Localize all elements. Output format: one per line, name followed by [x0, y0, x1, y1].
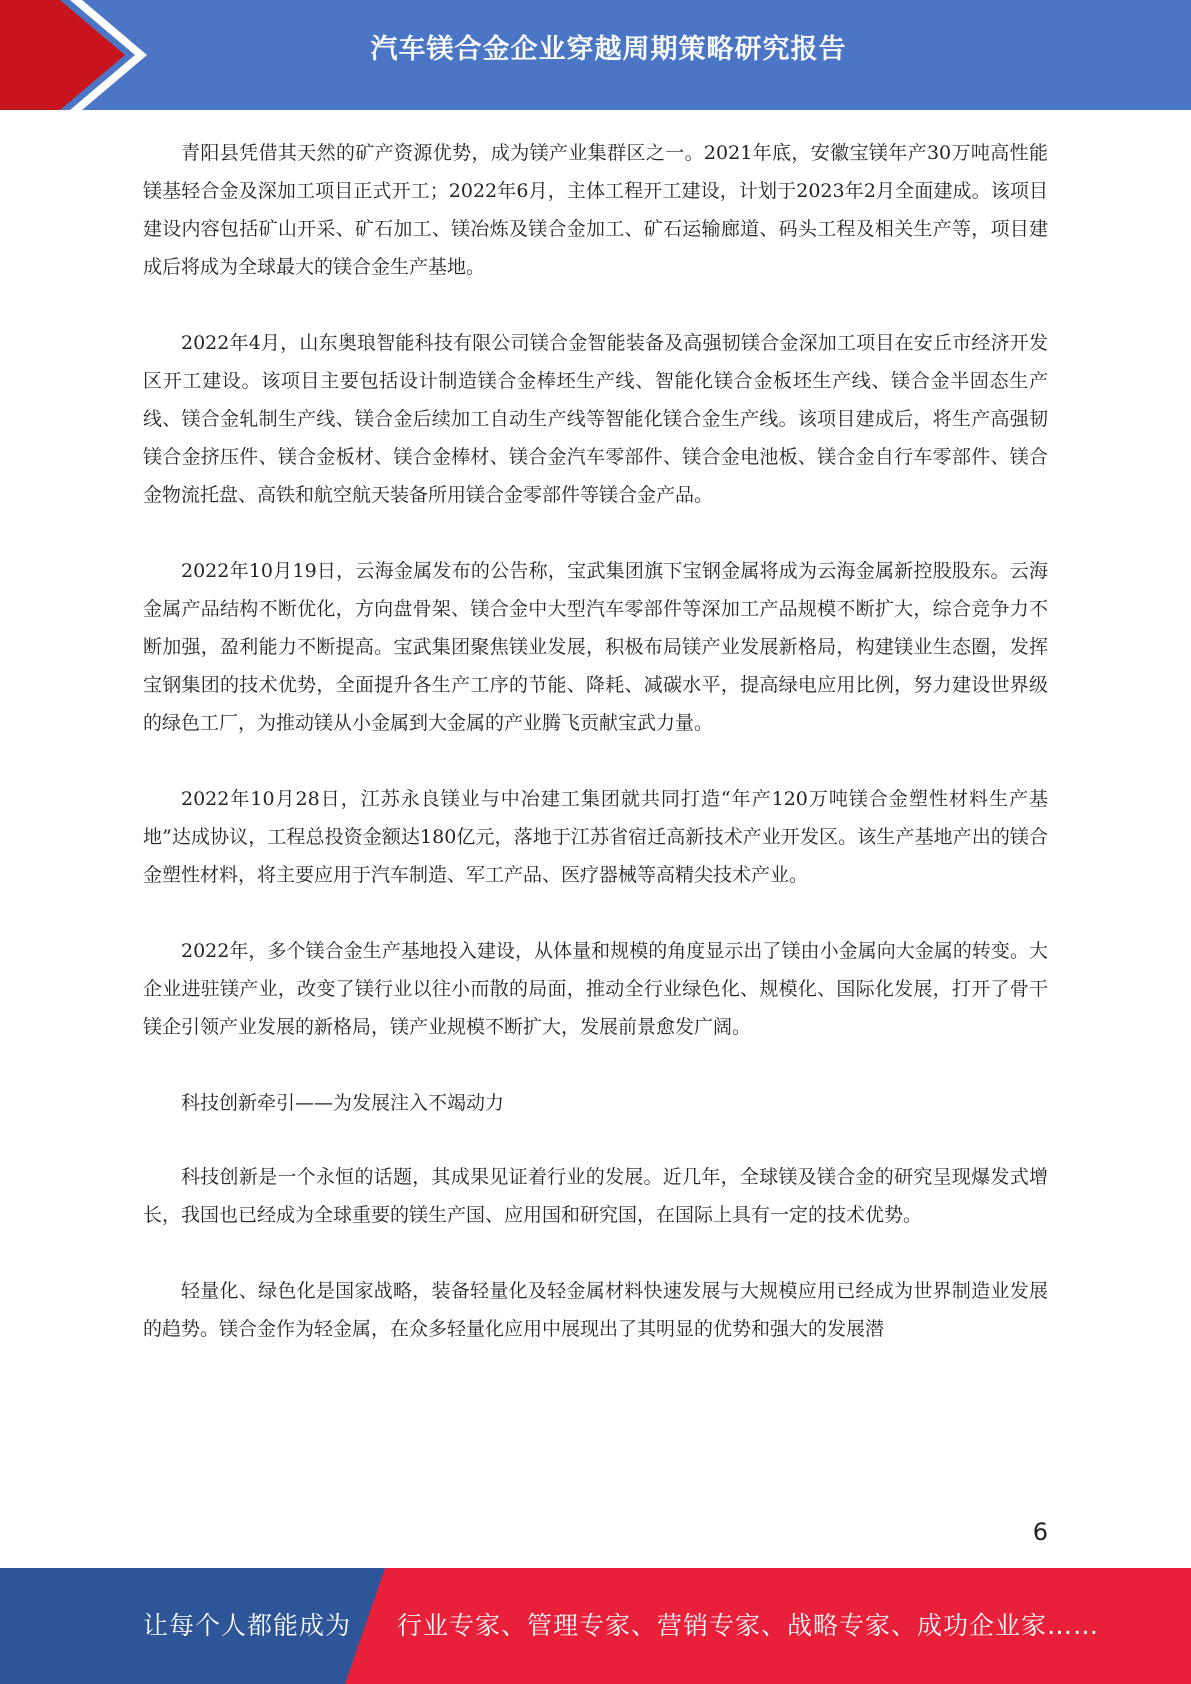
paragraph-shandong-aolang: 2022年4月，山东奥琅智能科技有限公司镁合金智能装备及高强韧镁合金深加工项目在安丘市经济开发区开工建设。该项目主要包括设计制造镁合金棒坯生产线、智能化镁合金板坯生产线、镁合金半固态生产线、镁合金轧制生产线、镁合金后续加工自动生产线等智能化镁合金生产线。该项目建成后，将生产高强韧镁合金挤压件、镁合金板材、镁合金棒材、镁合金汽车零部件、镁合金电池板、镁合金自行车零部件、镁合金物流托盘、高铁和航空航天装备所用镁合金零部件等镁合金产品。 — [143, 332, 1048, 506]
body-text — [143, 134, 1048, 1386]
paragraph-tech-innovation: 科技创新是一个永恒的话题，其成果见证着行业的发展。近几年，全球镁及镁合金的研究呈现爆发式增长，我国也已经成为全球重要的镁生产国、应用国和研究国，在国际上具有一定的技术优势。 — [143, 1166, 1048, 1226]
page-footer — [0, 1568, 1191, 1684]
report-title: 汽车镁合金企业穿越周期策略研究报告 — [370, 34, 847, 65]
paragraph-jiangsu-yongliang: 2022年10月28日，江苏永良镁业与中冶建工集团就共同打造“年产120万吨镁合金塑性材料生产基地”达成协议，工程总投资金额达180亿元，落地于江苏省宿迁高新技术产业开发区。该生产基地产出的镁合金塑性材料，将主要应用于汽车制造、军工产品、医疗器械等高精尖技术产业。 — [143, 788, 1048, 886]
footer-slogan-right: 行业专家、管理专家、营销专家、战略专家、成功企业家…… — [397, 1611, 1100, 1640]
section-heading: 科技创新牵引——为发展注入不竭动力 — [181, 1092, 505, 1114]
paragraph-qingyang: 青阳县凭借其天然的矿产资源优势，成为镁产业集群区之一。2021年底，安徽宝镁年产30万吨高性能镁基轻合金及深加工项目正式开工；2022年6月，主体工程开工建设，计划于2023年2月全面建成。该项目建设内容包括矿山开采、矿石加工、镁冶炼及镁合金加工、矿石运输廊道、码头工程及相关生产等，项目建成后将成为全球最大的镁合金生产基地。 — [143, 142, 1048, 278]
paragraph-lightweighting: 轻量化、绿色化是国家战略，装备轻量化及轻金属材料快速发展与大规模应用已经成为世界制造业发展的趋势。镁合金作为轻金属，在众多轻量化应用中展现出了其明显的优势和强大的发展潜 — [143, 1280, 1048, 1340]
paragraph-2022-summary: 2022年，多个镁合金生产基地投入建设，从体量和规模的角度显示出了镁由小金属向大金属的转变。大企业进驻镁产业，改变了镁行业以往小而散的局面，推动全行业绿色化、规模化、国际化发展，打开了骨干镁企引领产业发展的新格局，镁产业规模不断扩大，发展前景愈发广阔。 — [143, 940, 1048, 1038]
footer-slogan-left: 让每个人都能成为 — [143, 1611, 352, 1640]
page-number: 6 — [1032, 1518, 1048, 1546]
page-header — [0, 0, 1191, 110]
paragraph-yunhai-metal: 2022年10月19日，云海金属发布的公告称，宝武集团旗下宝钢金属将成为云海金属新控股股东。云海金属产品结构不断优化，方向盘骨架、镁合金中大型汽车零部件等深加工产品规模不断扩大，综合竞争力不断加强，盈利能力不断提高。宝武集团聚焦镁业发展，积极布局镁产业发展新格局，构建镁业生态圈，发挥宝钢集团的技术优势，全面提升各生产工序的节能、降耗、减碳水平，提高绿电应用比例，努力建设世界级的绿色工厂，为推动镁从小金属到大金属的产业腾飞贡献宝武力量。 — [143, 560, 1048, 734]
